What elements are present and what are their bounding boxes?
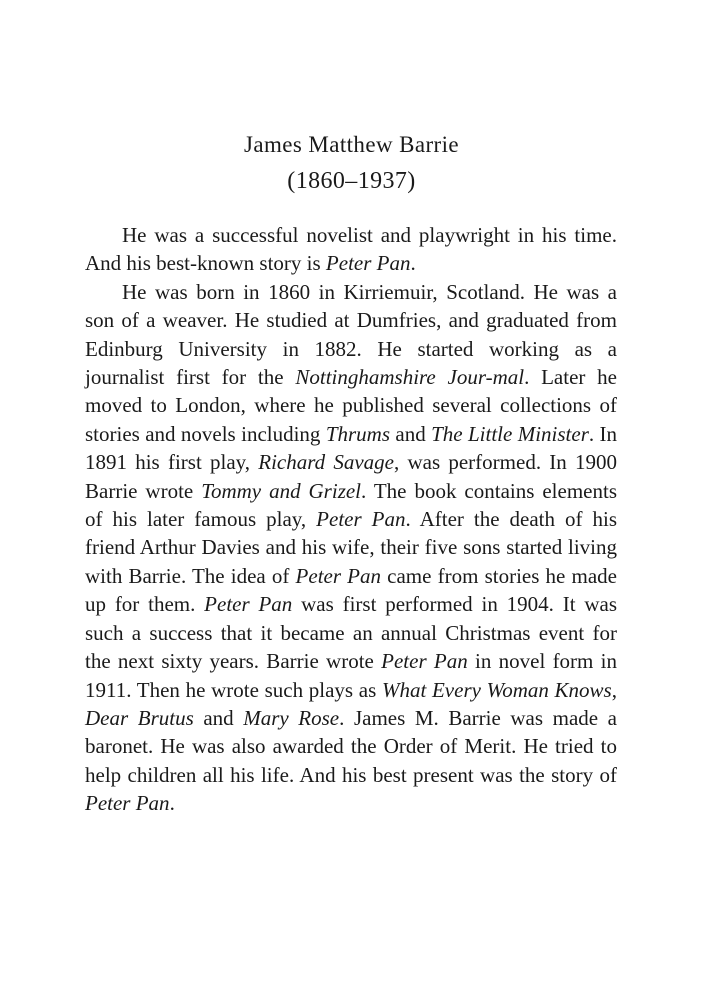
text-run: came from stories he made up for them.: [85, 563, 617, 617]
text-run: in novel form in 1911. Then he wrote such plays as: [85, 649, 617, 702]
text-run: was first performed in 1904. It was such a success that it became an annual Christmas event for the next sixty years. Barrie wrote: [85, 592, 617, 674]
text-run: . The book contains elements of his later famous play,: [85, 478, 617, 532]
italic-title: Nottinghamshire Jour-mal: [295, 365, 525, 390]
text-run: ,: [611, 677, 617, 702]
text-run: . After the death of his friend Arthur Davies and his wife, their five sons started living with Barrie. The idea of: [85, 507, 618, 588]
italic-title: Peter Pan: [316, 507, 406, 532]
paragraph-intro: [85, 221, 617, 278]
italic-title: Tommy and Grizel: [201, 478, 362, 503]
italic-title: What Every Woman Knows: [381, 677, 612, 702]
text-run: He was a successful novelist and playwright in his time. And his best-known story is: [85, 223, 617, 276]
page-title: James Matthew Barrie: [244, 132, 459, 157]
italic-title: Dear Brutus: [85, 705, 194, 730]
text-run: and: [390, 421, 432, 446]
italic-title: Peter Pan: [325, 251, 411, 276]
italic-title: Peter Pan: [381, 649, 468, 674]
text-run: He was born in 1860 in Kirriemuir, Scotland. He was a son of a weaver. He studied at Dumfries, and graduated from Edinburg University in 1882. He started working as a journalist first for the: [85, 279, 617, 390]
italic-title: Thrums: [325, 421, 391, 446]
text-run: . Later he moved to London, where he published several collections of stories and novels including: [85, 365, 617, 446]
text-run: .: [410, 251, 416, 276]
italic-title: The Little Minister: [431, 421, 589, 446]
italic-title: Mary Rose: [243, 705, 340, 730]
paragraph-biography: [85, 278, 617, 818]
biography-text: [85, 221, 617, 818]
life-years: (1860–1937): [287, 168, 416, 194]
italic-title: Richard Savage: [258, 450, 395, 475]
italic-title: Peter Pan: [85, 791, 170, 816]
text-run: and: [193, 705, 244, 730]
text-run: . James M. Barrie was made a baronet. He was also awarded the Order of Merit. He tried to help children all his life. And his best present was the story of: [85, 705, 618, 787]
text-run: .: [169, 791, 175, 816]
text-run: . In 1891 his first play,: [85, 421, 617, 475]
italic-title: Peter Pan: [295, 563, 381, 588]
italic-title: Peter Pan: [204, 592, 293, 617]
text-run: , was performed. In 1900 Barrie wrote: [85, 450, 617, 503]
